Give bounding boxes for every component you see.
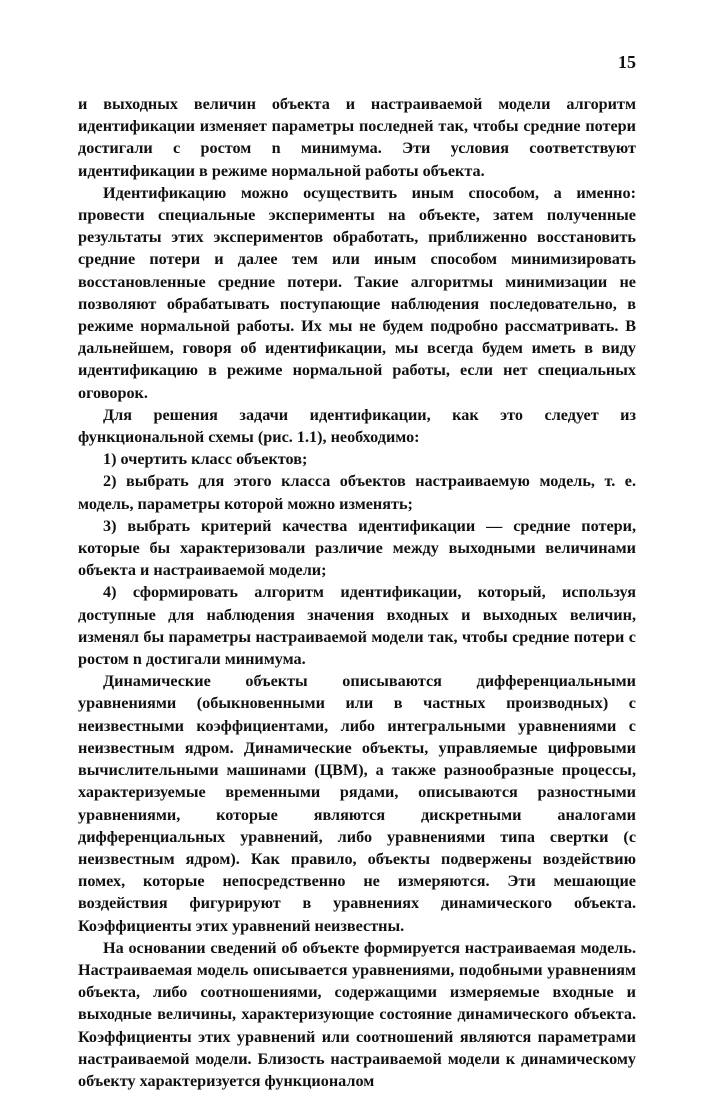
list-item: 1) очертить класс объектов; [103, 450, 308, 469]
paragraph: Динамические объекты описываются дифференциальными уравнениями (обыкновенными или в частных производных) с неизвестными коэффициентами, либо интегральными уравнениями с неизвестным ядром. Динамические объекты, управляемые цифровыми вычислительными машинами (ЦВМ), а также разнообразные процессы, характеризуемые временными рядами, описываются разностными уравнениями, которые являются дискретными аналогами дифференциальных уравнений, либо уравнениями типа свертки (с неизвестным ядром). Как правило, объекты подвержены воздействию помех, которые непосредственно не измеряются. Эти мешающие воздействия фигурируют в уравнениях динамического объекта. Коэффициенты этих уравнений неизвестны. [78, 672, 636, 935]
body-text [78, 93, 636, 1092]
list-item: 2) выбрать для этого класса объектов настраиваемую модель, т. е. модель, параметры которой можно изменять; [78, 472, 636, 513]
paragraph: На основании сведений об объекте формируется настраиваемая модель. Настраиваемая модель описывается уравнениями, подобными уравнениям объекта, либо соотношениями, содержащими измеряемые входные и выходные величины, характеризующие состояние динамического объекта. Коэффициенты этих уравнений или соотношений являются параметрами настраиваемой модели. Близость настраиваемой модели к динамическому объекту характеризуется функционалом [78, 938, 636, 1090]
paragraph: Идентификацию можно осуществить иным способом, а именно: провести специальные эксперименты на объекте, затем полученные результаты этих экспериментов обработать, приближенно восстановить средние потери и далее тем или иным способом минимизировать восстановленные средние потери. Такие алгоритмы минимизации не позволяют обрабатывать поступающие наблюдения последовательно, в режиме нормальной работы. Их мы не будем подробно рассматривать. В дальнейшем, говоря об идентификации, мы всегда будем иметь в виду идентификацию в режиме нормальной работы, если нет специальных оговорок. [78, 183, 636, 402]
page-number: 15 [618, 52, 636, 72]
list-item: 3) выбрать критерий качества идентификации — средние потери, которые бы характеризовали различие между выходными величинами объекта и настраиваемой модели; [78, 516, 636, 580]
paragraph: Для решения задачи идентификации, как это следует из функциональной схемы (рис. 1.1), необходимо: [78, 405, 636, 447]
paragraph-continuation: и выходных величин объекта и настраиваемой модели алгоритм идентификации изменяет параметры последней так, чтобы средние потери достигали с ростом n минимума. Эти условия соответствуют идентификации в режиме нормальной работы объекта. [78, 95, 636, 180]
list-item: 4) сформировать алгоритм идентификации, который, используя доступные для наблюдения значения входных и выходных величин, изменял бы параметры настраиваемой модели так, чтобы средние потери с ростом n достигали минимума. [78, 583, 636, 669]
